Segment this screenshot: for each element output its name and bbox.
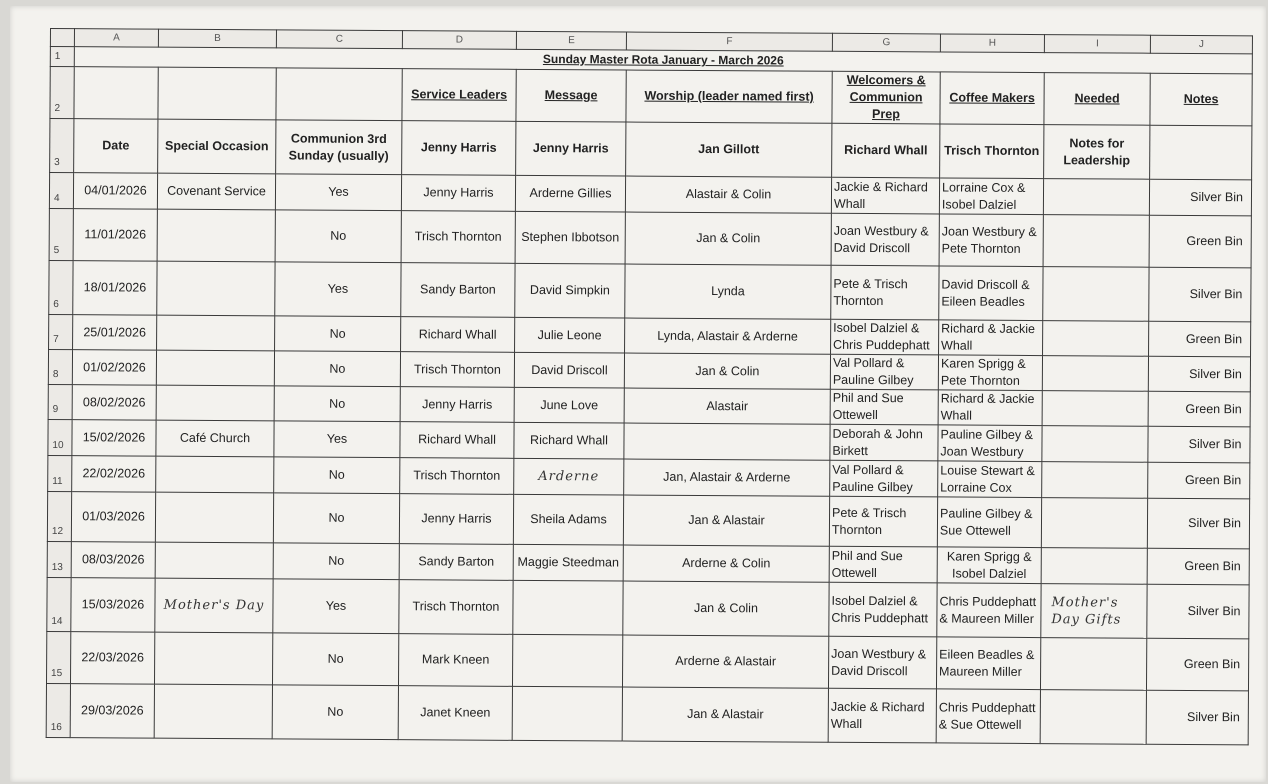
row-number: 13 [47,541,71,577]
needed-cell [1042,391,1148,427]
row-number: 6 [49,260,73,314]
service-leader-cell: Trisch Thornton [400,352,514,388]
date-cell: 29/03/2026 [70,684,154,739]
notes-cell: Green Bin [1148,462,1250,499]
notes-cell: Silver Bin [1147,498,1249,549]
header-cell-empty [74,67,158,120]
needed-cell-handwritten: Mother's Day Gifts [1041,584,1147,639]
occasion-cell [156,456,274,493]
worship-cell: Alastair & Colin [625,176,831,213]
communion-cell: Yes [273,579,399,634]
column-header-a: A [74,29,158,48]
occasion-cell [157,209,275,262]
coffee-cell: Eileen Beadles & Maureen Miller [936,637,1040,690]
header-cell-empty [276,68,402,121]
date-cell: 22/02/2026 [72,456,156,493]
notes-cell: Silver Bin [1148,356,1250,392]
coffee-cell: Richard & Jackie Whall [939,320,1043,356]
coffee-cell: Richard & Jackie Whall [938,390,1042,426]
service-leader-cell: Trisch Thornton [399,580,513,635]
date-cell: 22/03/2026 [70,632,154,685]
row-number: 5 [49,208,73,260]
date-cell: 15/02/2026 [72,420,156,457]
message-cell [513,580,623,635]
coffee-cell: Joan Westbury & Pete Thornton [939,214,1043,267]
occasion-cell [156,350,274,386]
worship-cell: Arderne & Colin [623,545,829,582]
needed-cell [1041,548,1147,585]
needed-cell [1043,215,1149,268]
service-leader-cell: Janet Kneen [398,686,512,741]
column-header-f: F [626,32,832,51]
subheader-communion: Communion 3rd Sunday (usually) [276,120,402,175]
date-cell: 18/01/2026 [73,261,157,316]
welcomers-cell: Joan Westbury & David Driscoll [828,636,936,689]
communion-cell: No [272,633,398,686]
needed-cell [1042,426,1148,463]
date-cell: 01/02/2026 [72,350,156,386]
communion-cell: No [273,543,399,580]
welcomers-cell: Pete & Trisch Thornton [829,496,937,547]
message-cell: Richard Whall [514,422,624,459]
welcomers-cell: Phil and Sue Ottewell [830,389,938,425]
corner-cell [50,29,74,47]
worship-cell: Jan & Alastair [622,687,828,742]
needed-cell [1041,498,1147,549]
occasion-cell [154,684,272,739]
message-cell: Arderne Gillies [515,175,625,212]
column-header-i: I [1044,35,1150,54]
worship-cell: Arderne & Alastair [622,635,828,688]
subheader-welcomers-coordinator: Richard Whall [832,123,940,178]
row-number: 9 [48,384,72,419]
worship-cell: Jan, Alastair & Arderne [624,459,830,496]
row-number: 7 [49,314,73,349]
worship-cell: Jan & Colin [623,581,829,636]
occasion-cell [154,632,272,685]
communion-cell: No [274,351,400,387]
row-number: 2 [50,67,74,119]
sheet-title: Sunday Master Rota January - March 2026 [74,47,1252,74]
worship-cell [624,423,830,460]
header-service-leaders: Service Leaders [402,69,516,122]
occasion-cell: Café Church [156,420,274,457]
subheader-coffee-coordinator: Trisch Thornton [940,124,1044,179]
occasion-cell: Covenant Service [157,173,275,210]
worship-cell: Jan & Alastair [623,495,829,546]
header-message: Message [516,69,626,122]
table-row [49,260,1251,321]
worship-cell: Jan & Colin [625,212,831,265]
notes-cell: Green Bin [1149,321,1251,357]
service-leader-cell: Jenny Harris [400,387,514,423]
welcomers-cell: Val Pollard & Pauline Gilbey [830,460,938,497]
service-leader-cell: Trisch Thornton [401,211,515,264]
header-notes: Notes [1150,73,1252,126]
row-number: 16 [46,683,70,737]
service-leader-cell: Sandy Barton [399,544,513,581]
table-row [46,631,1248,690]
date-cell: 25/01/2026 [73,315,157,351]
header-welcomers: Welcomers & Communion Prep [832,71,940,124]
occasion-cell-handwritten: Mother's Day [155,578,273,633]
subheader-worship-coordinator: Jan Gillott [626,122,832,177]
table-row [49,208,1251,267]
service-leader-cell: Trisch Thornton [400,458,514,495]
row-number: 8 [48,349,72,384]
header-needed: Needed [1044,73,1150,126]
notes-cell: Silver Bin [1149,179,1251,216]
needed-cell [1040,638,1146,691]
message-cell: Julie Leone [515,317,625,353]
notes-cell: Silver Bin [1146,690,1248,745]
row-number: 3 [50,119,74,173]
service-leader-cell: Mark Kneen [398,634,512,687]
coffee-cell: David Driscoll & Eileen Beadles [939,266,1043,321]
occasion-cell [156,385,274,421]
column-header-c: C [276,30,402,49]
needed-cell [1042,462,1148,499]
message-cell: June Love [514,387,624,423]
message-cell [512,686,622,741]
welcomers-cell: Isobel Dalziel & Chris Puddephatt [829,582,937,637]
date-cell: 08/03/2026 [71,542,155,579]
subheader-message-coordinator: Jenny Harris [516,121,626,176]
service-leader-cell: Sandy Barton [401,263,515,318]
notes-cell: Silver Bin [1148,426,1250,463]
header-coffee-makers: Coffee Makers [940,72,1044,125]
row-number: 1 [50,47,74,67]
worship-cell: Jan & Colin [624,353,830,389]
subheader-notes [1150,125,1252,180]
service-leader-cell: Jenny Harris [401,175,515,212]
message-cell: Maggie Steedman [513,544,623,581]
coffee-cell: Chris Puddephatt & Sue Ottewell [936,689,1040,744]
message-cell: Stephen Ibbotson [515,211,625,264]
coffee-cell: Karen Sprigg & Isobel Dalziel [937,547,1041,584]
message-cell: Sheila Adams [513,494,623,545]
welcomers-cell: Phil and Sue Ottewell [829,546,937,583]
subheader-special-occasion: Special Occasion [158,119,276,174]
needed-cell [1043,321,1149,357]
message-cell [512,634,622,687]
communion-cell: No [274,457,400,494]
table-row [46,683,1248,744]
occasion-cell [155,542,273,579]
date-cell: 15/03/2026 [71,578,155,633]
row-number: 12 [47,491,71,541]
coffee-cell: Pauline Gilbey & Sue Ottewell [937,497,1041,548]
subheader-row [50,119,1252,180]
column-header-j: J [1150,35,1252,54]
message-cell: David Simpkin [515,263,625,318]
subheader-service-leaders-coordinator: Jenny Harris [402,121,516,176]
needed-cell [1040,690,1146,745]
welcomers-cell: Jackie & Richard Whall [828,688,936,743]
notes-cell: Silver Bin [1149,267,1251,322]
coffee-cell: Karen Sprigg & Pete Thornton [938,355,1042,391]
communion-cell: No [272,685,398,740]
welcomers-cell: Deborah & John Birkett [830,424,938,461]
paper-sheet [10,6,1266,782]
worship-cell: Alastair [624,388,830,424]
worship-cell: Lynda, Alastair & Arderne [625,318,831,354]
row-number: 14 [47,577,71,631]
communion-cell: No [275,316,401,352]
communion-cell: No [275,210,401,263]
coffee-cell: Lorraine Cox & Isobel Dalziel [939,178,1043,215]
subheader-date: Date [74,119,158,174]
welcomers-cell: Jackie & Richard Whall [831,177,939,214]
service-leader-cell: Jenny Harris [399,494,513,545]
header-row [50,67,1252,126]
header-worship: Worship (leader named first) [626,70,832,123]
message-cell-handwritten: Arderne [514,458,624,495]
row-number: 15 [46,631,70,683]
table-row [47,491,1249,548]
communion-cell: No [273,493,399,544]
subheader-notes-for-leadership: Notes for Leadership [1044,125,1150,180]
column-header-g: G [832,33,940,52]
date-cell: 04/01/2026 [73,173,157,210]
coffee-cell: Chris Puddephatt & Maureen Miller [937,583,1041,638]
occasion-cell [157,315,275,351]
needed-cell [1043,179,1149,216]
message-cell: David Driscoll [514,352,624,388]
row-number: 11 [48,455,72,491]
communion-cell: No [274,386,400,422]
notes-cell: Green Bin [1146,638,1248,691]
welcomers-cell: Isobel Dalziel & Chris Puddephatt [831,319,939,355]
notes-cell: Silver Bin [1147,584,1249,639]
notes-cell: Green Bin [1148,391,1250,427]
welcomers-cell: Val Pollard & Pauline Gilbey [830,354,938,390]
welcomers-cell: Pete & Trisch Thornton [831,265,939,320]
occasion-cell [157,261,275,316]
notes-cell: Green Bin [1149,215,1251,268]
coffee-cell: Pauline Gilbey & Joan Westbury [938,425,1042,462]
column-header-d: D [402,31,516,50]
coffee-cell: Louise Stewart & Lorraine Cox [938,461,1042,498]
column-header-e: E [516,31,626,50]
service-leader-cell: Richard Whall [400,422,514,459]
notes-cell: Green Bin [1147,548,1249,585]
table-row [47,577,1249,638]
communion-cell: Yes [274,421,400,458]
header-cell-empty [158,67,276,120]
communion-cell: Yes [275,174,401,211]
date-cell: 08/02/2026 [72,385,156,421]
rota-table [46,28,1253,745]
communion-cell: Yes [275,262,401,317]
column-header-b: B [158,29,276,48]
worship-cell: Lynda [625,264,831,319]
row-number: 4 [49,173,73,209]
date-cell: 01/03/2026 [71,492,155,543]
date-cell: 11/01/2026 [73,209,157,262]
occasion-cell [155,492,273,543]
service-leader-cell: Richard Whall [401,317,515,353]
needed-cell [1042,356,1148,392]
welcomers-cell: Joan Westbury & David Driscoll [831,213,939,266]
needed-cell [1043,267,1149,322]
column-header-h: H [940,34,1044,53]
row-number: 10 [48,419,72,455]
